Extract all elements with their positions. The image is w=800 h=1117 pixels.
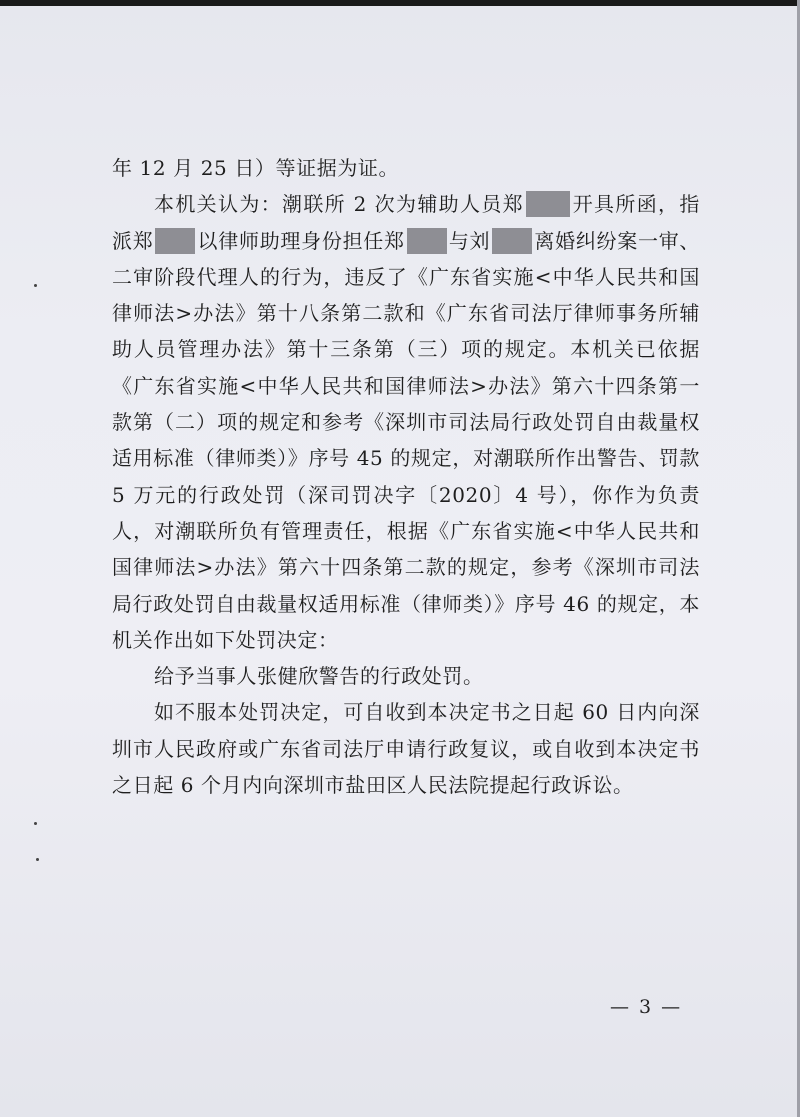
opinion-text-4: 与刘 — [448, 228, 491, 253]
page-number: — 3 — — [610, 996, 683, 1018]
scan-speck — [34, 284, 37, 287]
opinion-text-2: 开具所函，指派郑 — [112, 192, 700, 253]
redaction-block — [155, 228, 195, 254]
paragraph-evidence: 年 12 月 25 日）等证据为证。 — [112, 156, 400, 180]
redaction-block — [526, 191, 570, 217]
scan-speck — [36, 858, 39, 861]
opinion-text-3: 以律师助理身份担任郑 — [197, 228, 405, 253]
scan-speck — [34, 822, 37, 825]
paragraph-appeal: 如不服本处罚决定，可自收到本决定书之日起 60 日内向深圳市人民政府或广东省司法厅申请行政复议，或自收到本决定书之日起 6 个月内向深圳市盐田区人民法院提起行政诉讼。 — [112, 700, 700, 798]
paragraph-opinion — [112, 186, 700, 658]
opinion-text-5: 离婚纠纷案一审、二审阶段代理人的行为，违反了《广东省实施<中华人民共和国律师法>办法》第十八条第二款和《广东省司法厅律师事务所辅助人员管理办法》第十三条第（三）项的规定。本机关已依据《广东省实施<中华人民共和国律师法>办法》第六十四条第一款第（二）项的规定和参考《深圳市司法局行政处罚自由裁量权适用标准（律师类）》序号 45 的规定，对潮联所作出警告、罚款 5 万元的行政处罚（深司罚决字〔2020〕4 号），你作为负责人，对潮联所负有管理责任，根据《广东省实施<中华人民共和国律师法>办法》第六十四条第二款的规定，参考《深圳市司法局行政处罚自由裁量权适用标准（律师类）》序号 46 的规定，本机关作出如下处罚决定： — [112, 228, 701, 652]
paragraph-decision: 给予当事人张健欣警告的行政处罚。 — [154, 664, 484, 689]
redaction-block — [407, 228, 447, 254]
opinion-text-1: 本机关认为：潮联所 2 次为辅助人员郑 — [154, 192, 524, 217]
document-body — [112, 150, 700, 803]
scan-top-edge — [0, 0, 800, 6]
redaction-block — [492, 228, 532, 254]
